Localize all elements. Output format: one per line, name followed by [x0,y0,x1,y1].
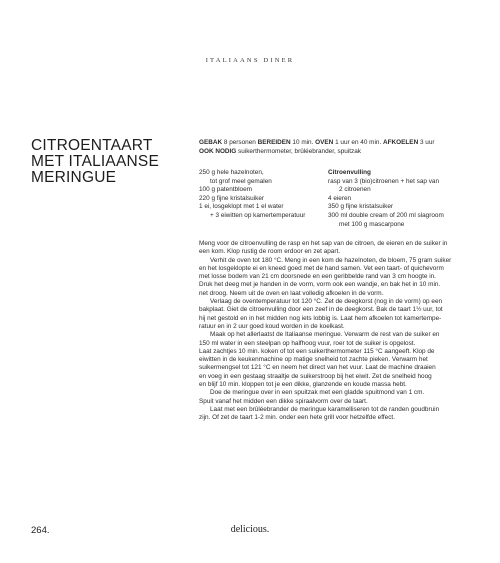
meta-value: suikerthermometer, brûléebrander, spuitzak [236,147,361,155]
method-line: Doe de meringue over in een spuitzak met een gladde spuitmond van 1 cm. [210,389,425,397]
ingredient-line: 100 g patentbloem [199,186,252,194]
method-line: suikermengsel tot 121 °C en neem het direct van het vuur. Laat de machine draaien [199,364,436,372]
method-line: en blijf 10 min. kloppen tot je een dikke, glanzende en koude massa hebt. [199,381,407,389]
filling-list [328,178,478,230]
recipe-title [31,138,161,186]
method-line: bakplaat. Giet de citroenvulling door een zeef in de deegkorst. Bak de taart 1½ uur, tot [199,306,443,314]
ingredient-line: rasp van 3 (bio)citroenen + het sap van [328,177,440,185]
ingredient-line: 1 ei, losgeklopt met 1 el water [199,203,284,211]
method-line: en het losgeklopte ei en kneed goed met de hand samen. Vet een taart- of quichevorm [199,264,444,272]
ingredients-base [199,169,327,221]
meta-line [199,139,469,148]
brand-logo: delicious. [230,524,270,535]
filling-heading: Citroenvulling [328,169,371,176]
method-line: Laat zachtjes 10 min. koken of tot een suikerthermometer 115 °C aangeeft. Klop de [199,347,435,355]
method-paragraph [199,331,480,389]
ingredients-filling [328,169,478,229]
meta-value: 3 uur [418,139,435,146]
method-line: Spuit vanaf het midden een dikke spiraalvorm over de taart. [199,397,368,405]
ingredient-line: 4 eieren [328,194,352,202]
recipe-meta [199,139,469,156]
method-line: een kom. Klop rustig de room erdoor en zet apart. [199,248,341,256]
method-line: Meng voor de citroenvulling de rasp en het sap van de citroen, de eieren en de suiker in [199,240,448,247]
page-number: 264. [31,525,50,536]
meta-label: AFKOELEN [383,139,419,146]
method-line: met losse bodem van 21 cm doorsnede en een geribbelde rand van 3 cm hoogte in. [199,273,436,281]
meta-line [199,148,469,157]
ingredient-line: 300 ml double cream of 200 ml slagroom [328,211,444,219]
title-line: CITROENTAART [31,137,153,154]
method-line: zijn. Of zet de taart 1-2 min. onder een hete grill voor hetzelfde effect. [199,414,395,422]
ingredient-line: + 3 eiwitten op kamertemperatuur [210,211,306,219]
title-line: MERINGUE [31,169,117,186]
ingredient-line: 220 g fijne kristalsuiker [199,194,265,202]
ingredient-line: met 100 g mascarpone [339,220,405,228]
method-paragraph [199,406,480,423]
method-text [199,240,480,423]
method-line: Laat met een brûléebrander de meringue karamelliseren tot de randen goudbruin [210,405,440,413]
running-head: ITALIAANS DINER [205,57,295,64]
ingredient-line: 350 g fijne kristalsuiker [328,203,394,211]
method-line: Druk het deeg met je handen in de vorm, vorm ook een wandje, en bak het in 10 min. [199,281,441,289]
meta-label: BEREIDEN [257,139,291,146]
ingredient-line: tot grof meel gemalen [210,177,272,185]
ingredient-line: 2 citroenen [339,186,371,194]
ingredient-line: 250 g hele hazelnoten, [199,169,264,176]
method-line: Maak op het allerlaatst de Italiaanse meringue. Verwarm de rest van de suiker en [210,331,440,339]
method-line: eiwitten in de keukenmachine op matige snelheid tot zachte pieken. Verwarm het [199,356,428,364]
method-line: ratuur en in 2 uur goed koud worden in de koelkast. [199,322,345,330]
method-paragraph [199,257,480,298]
meta-label: OOK NODIG [199,147,237,155]
method-line: Verlaag de oventemperatuur tot 120 °C. Zet de deegkorst (nog in de vorm) op een [210,298,443,306]
meta-label: GEBAK [199,139,223,146]
method-line: en voeg in een gestaag straaltje de suikerstroop bij het eiwit. Zet de snelheid hoog [199,372,432,380]
meta-value: 1 uur en 40 min. [333,139,384,146]
method-paragraph [199,240,480,257]
method-paragraph [199,389,480,406]
method-line: hij net gestold en in het midden nog iets lobbig is. Laat hem afkoelen tot kamertempe- [199,314,442,322]
method-line: Verhit de oven tot 180 °C. Meng in een kom de hazelnoten, de bloem, 75 gram suiker [210,256,452,264]
meta-label: OVEN [315,139,334,146]
method-line: 150 ml water in een steelpan op halfhoog vuur, roer tot de suiker is opgelost. [199,339,416,347]
title-line: MET ITALIAANSE [31,153,159,170]
method-paragraph [199,298,480,331]
meta-value: 8 personen [222,139,258,146]
method-line: net droog. Neem uit de oven en laat volledig afkoelen in de vorm. [199,289,384,297]
meta-value: 10 min. [290,139,316,146]
